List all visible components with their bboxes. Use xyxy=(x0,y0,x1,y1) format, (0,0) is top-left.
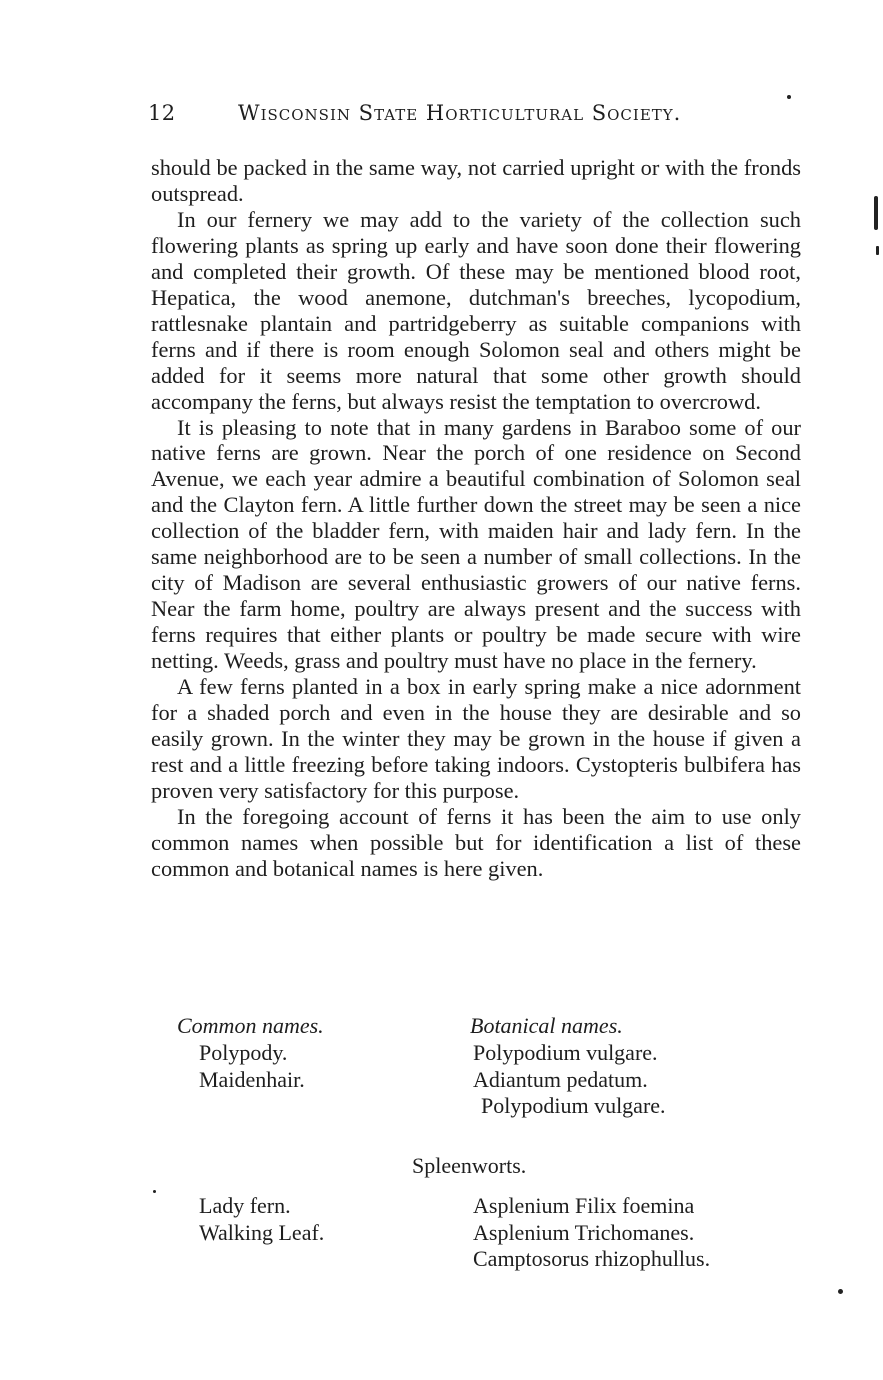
running-title: Wisconsin State Horticultural Society. xyxy=(238,101,682,125)
scan-speck xyxy=(153,1190,156,1193)
botanical-name-entry: Polypodium vulgare. xyxy=(481,1093,666,1118)
paragraph-names-intro: In the foregoing account of ferns it has been the aim to use only common names when possible but for identification a list of these common and botanical names is here given. xyxy=(151,803,801,881)
botanical-name-entry: Asplenium Trichomanes. xyxy=(473,1220,695,1245)
common-name-entry: Walking Leaf. xyxy=(199,1220,325,1245)
paragraph-baraboo-gardens: It is pleasing to note that in many gardens in Baraboo some of our native ferns are grown. Near the porch of one residence on Second Avenue, we each year admire a beautiful combination of Solomon seal and the Clayton fern. A little further down the street may be seen a nice collection of the bladder fern, with maiden hair and lady fern. In the same neighborhood are to be seen a number of small collections. In the city of Madison are several enthusiastic growers of our native ferns. Near the farm home, poultry are always present and the success with ferns requires that either plants or poultry be made secure with wire netting. Weeds, grass and poultry must have no place in the fernery. xyxy=(151,414,801,674)
botanical-name-entry: Asplenium Filix foemina xyxy=(473,1193,695,1218)
botanical-name-entry: Adiantum pedatum. xyxy=(473,1067,648,1092)
paragraph-fernery-companions: In our fernery we may add to the variety of the collection such flowering plants as spring up early and have soon done their flowering and completed their growth. Of these may be mentioned blood root, Hepatica, the wood anemone, dutchman's breeches, lycopodium, rattlesnake plantain and partridgeberry as suitable companions with ferns and if there is room enough Solomon seal and others might be added for it seems more natural that some other growth should accompany the ferns, but always resist the temptation to overcrowd. xyxy=(151,206,801,414)
running-head xyxy=(148,101,808,131)
common-name-entry: Polypody. xyxy=(199,1040,288,1065)
common-names-header: Common names. xyxy=(177,1013,324,1038)
botanical-names-header: Botanical names. xyxy=(470,1013,623,1038)
paragraph-ferns-in-box: A few ferns planted in a box in early spring make a nice adornment for a shaded porch and even in the house they are desirable and so easily grown. In the winter they may be grown in the house if given a rest and a little freezing before taking indoors. Cystopteris bulbifera has proven very satisfactory for this purpose. xyxy=(151,674,801,803)
botanical-name-entry: Polypodium vulgare. xyxy=(473,1040,658,1065)
common-name-entry: Lady fern. xyxy=(199,1193,291,1218)
scan-speck xyxy=(838,1289,843,1294)
scan-mark xyxy=(876,246,879,255)
scan-mark xyxy=(874,196,878,230)
body-text xyxy=(151,155,801,882)
common-name-entry: Maidenhair. xyxy=(199,1067,305,1092)
paragraph-continuation: should be packed in the same way, not carried upright or with the fronds outspread. xyxy=(151,155,801,206)
page-number: 12 xyxy=(148,101,176,125)
section-heading-spleenworts: Spleenworts. xyxy=(412,1153,527,1178)
scan-speck xyxy=(787,95,791,99)
botanical-name-entry: Camptosorus rhizophullus. xyxy=(473,1246,711,1271)
